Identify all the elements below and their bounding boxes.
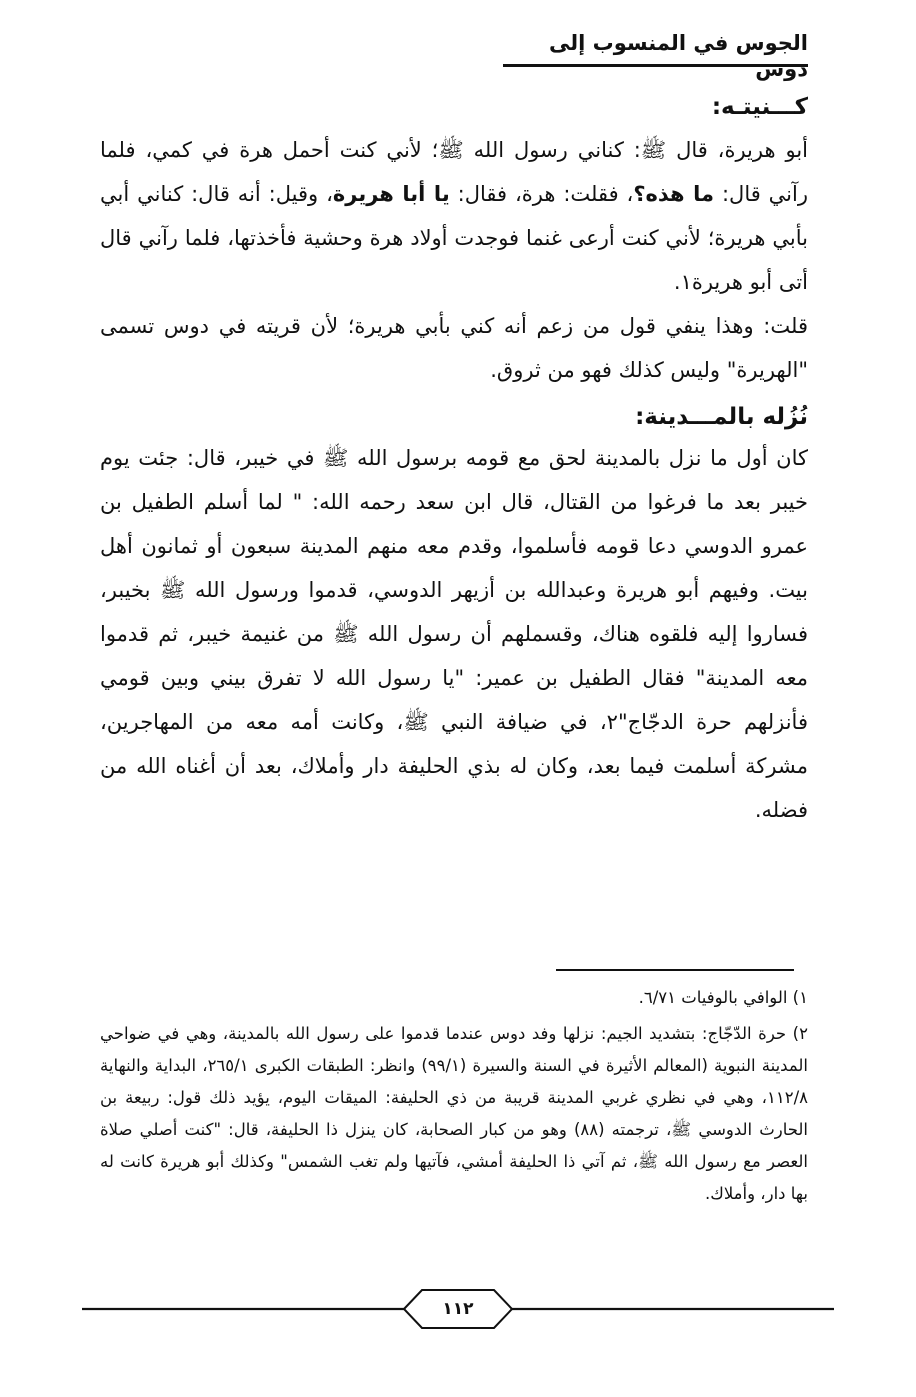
page-number: ١١٢	[442, 1299, 474, 1319]
text-run: قلت: وهذا ينفي قول من زعم أنه كني بأبي هريرة؛ لأن قريته في دوس تسمى "الهريرة" وليس كذلك فهو من ثروق.	[100, 314, 808, 382]
bold-quote: ما هذه؟	[633, 182, 715, 206]
running-header-title: الجوس في المنسوب إلى دوس	[549, 31, 808, 81]
section-medina-body	[100, 436, 808, 832]
footnote-1: ١) الوافي بالوفيات ٦/٧١.	[638, 988, 808, 1007]
paragraph-medina	[100, 436, 808, 832]
paragraph-kunya	[100, 128, 808, 304]
text-run: كان أول ما نزل بالمدينة لحق مع قومه برسول الله ﷺ في خيبر، قال: جئت يوم خيبر بعد ما فرغوا من القتال، قال ابن سعد رحمه الله: " لما أسلم الطفيل بن عمرو الدوسي دعا قومه فأسلموا، وقدم معه منهم المدينة سبعون أو ثمانون أهل بيت. وفيهم أبو هريرة وعبدالله بن أزيهر الدوسي، قدموا ورسول الله ﷺ بخيبر، فساروا إليه فلقوه هناك، وقسملهم أن رسول الله ﷺ من غنيمة خيبر، ثم قدموا معه المدينة" فقال الطفيل بن عمير: "يا رسول الله لا تفرق بيني وبين قومي فأنزلهم حرة الدجّاج"٢، في ضيافة النبي ﷺ، وكانت أمه معه من المهاجرين، مشركة أسلمت فيما بعد، وكان له بذي الحليفة دار وأملاك، بعد أن أغناه الله من فضله.	[100, 446, 808, 822]
text-run: أبو هريرة، قال ﷺ: كناني رسول الله ﷺ؛ لأني كنت أحمل هرة في كمي، فلما رآني قال:	[100, 138, 809, 206]
footnote-rule	[556, 969, 794, 971]
page-number-ornament	[82, 1284, 834, 1334]
section-heading-medina: نُزُله بالمـــدينة:	[635, 404, 808, 430]
header-rule	[503, 64, 808, 67]
bold-quote: يا أبا هريرة	[332, 182, 450, 206]
footnotes	[100, 982, 808, 1214]
text-run: ، فقلت: هرة، فقال:	[449, 182, 634, 206]
text-run: ، وقيل: أنه قال: كناني أبي بأبي هريرة؛ لأني كنت أرعى غنما فوجدت أولاد هرة وحشية فأخذتها، فلما رآني قال أتى أبو هريرة١.	[100, 182, 808, 294]
section-heading-kunya: كـــنيتـه:	[711, 94, 808, 120]
footnote-2: ٢) حرة الدّجّاج: بتشديد الجيم: نزلها وفد دوس عندما قدموا على رسول الله بالمدينة، وهي في ضواحي المدينة النبوية (المعالم الأثيرة في السنة والسيرة (٩٩/١) وانظر: الطبقات الكبرى ٢٦٥/١، البداية والنهاية ١١٢/٨، وهي في نظري غربي المدينة قريبة من ذي الحليفة: الميقات اليوم، يؤيد ذلك قول: ربيعة بن الحارث الدوسي ﷺ، ترجمته (٨٨) وهو من كبار الصحابة، كان ينزل ذا الحليفة، قال: "كنت أصلي صلاة العصر مع رسول الله ﷺ، ثم آتي ذا الحليفة أمشي، فآتيها ولم تغب الشمس" وكذلك أبو هريرة كانت له بها دار، وأملاك.	[100, 1024, 809, 1203]
section-kunya-body	[100, 128, 808, 392]
paragraph-comment	[100, 304, 808, 392]
